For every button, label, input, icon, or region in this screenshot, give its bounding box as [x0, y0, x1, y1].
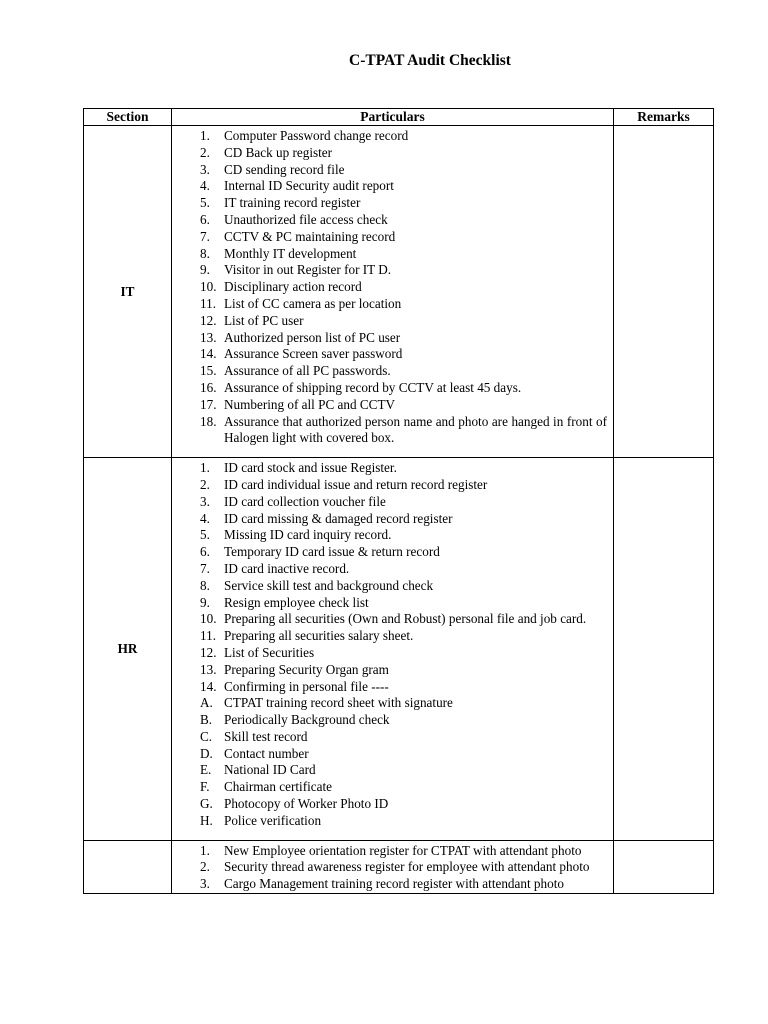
list-item	[172, 679, 607, 696]
item-number: 11.	[200, 295, 216, 311]
particulars-list	[172, 841, 613, 893]
item-text: List of PC user	[224, 312, 304, 328]
item-text: Contact number	[224, 745, 309, 761]
list-item	[172, 662, 607, 679]
item-number: 18.	[200, 413, 217, 429]
item-text: Temporary ID card issue & return record	[224, 544, 440, 560]
list-item	[172, 645, 607, 662]
list-item	[172, 813, 607, 830]
list-item	[172, 460, 607, 477]
item-text: New Employee orientation register for CTPAT with attendant photo	[224, 842, 582, 858]
item-number: 14.	[200, 678, 217, 694]
item-text: Confirming in personal file ----	[224, 678, 389, 694]
item-number: G.	[200, 796, 213, 812]
item-number: 9.	[200, 594, 210, 610]
list-item	[172, 762, 607, 779]
list-item	[172, 330, 607, 347]
particulars-cell	[172, 458, 614, 841]
item-number: 3.	[200, 493, 210, 509]
item-number: 5.	[200, 195, 210, 211]
list-item	[172, 544, 607, 561]
item-number: E.	[200, 762, 212, 778]
list-item	[172, 494, 607, 511]
item-text: Cargo Management training record register with attendant photo	[224, 876, 564, 892]
list-item	[172, 363, 607, 380]
item-text: ID card individual issue and return record register	[224, 476, 488, 492]
list-item	[172, 578, 607, 595]
section-cell	[84, 840, 172, 893]
table-row	[84, 840, 714, 893]
list-item	[172, 162, 607, 179]
list-item	[172, 779, 607, 796]
item-text: Resign employee check list	[224, 594, 369, 610]
item-text: Internal ID Security audit report	[224, 178, 394, 194]
header-section: Section	[84, 109, 172, 126]
list-item	[172, 346, 607, 363]
list-item	[172, 212, 607, 229]
item-text: Preparing all securities (Own and Robust) personal file and job card.	[224, 611, 587, 627]
list-item	[172, 262, 607, 279]
item-number: 8.	[200, 577, 210, 593]
item-text: CD sending record file	[224, 161, 345, 177]
item-number: 10.	[200, 611, 217, 627]
list-item	[172, 695, 607, 712]
remarks-cell	[614, 126, 714, 458]
item-number: 11.	[200, 628, 216, 644]
list-item	[172, 729, 607, 746]
header-remarks: Remarks	[614, 109, 714, 126]
header-particulars: Particulars	[172, 109, 614, 126]
list-item	[172, 380, 607, 397]
item-text: CTPAT training record sheet with signature	[224, 695, 453, 711]
item-number: 5.	[200, 527, 210, 543]
item-text: List of Securities	[224, 644, 315, 660]
section-cell: IT	[84, 126, 172, 458]
item-number: 15.	[200, 363, 217, 379]
item-text: ID card stock and issue Register.	[224, 460, 397, 476]
item-text: Assurance of shipping record by CCTV at least 45 days.	[224, 379, 522, 395]
item-number: 16.	[200, 379, 217, 395]
item-text: Disciplinary action record	[224, 279, 362, 295]
item-text: Preparing Security Organ gram	[224, 661, 389, 677]
list-item	[172, 313, 607, 330]
item-number: 2.	[200, 859, 210, 875]
item-text: ID card inactive record.	[224, 560, 350, 576]
list-item	[172, 178, 607, 195]
item-text: IT training record register	[224, 195, 361, 211]
item-number: 12.	[200, 644, 217, 660]
item-number: 17.	[200, 396, 217, 412]
list-item	[172, 145, 607, 162]
item-number: A.	[200, 695, 213, 711]
remarks-cell	[614, 840, 714, 893]
list-item	[172, 796, 607, 813]
item-number: 13.	[200, 329, 217, 345]
item-number: H.	[200, 812, 213, 828]
section-cell: HR	[84, 458, 172, 841]
item-number: 3.	[200, 876, 210, 892]
list-item	[172, 859, 607, 876]
list-item	[172, 611, 607, 628]
list-item	[172, 128, 607, 145]
particulars-cell	[172, 126, 614, 458]
list-item	[172, 229, 607, 246]
item-number: D.	[200, 745, 213, 761]
item-text: ID card collection voucher file	[224, 493, 386, 509]
list-item	[172, 843, 607, 860]
item-text: ID card missing & damaged record register	[224, 510, 453, 526]
list-item	[172, 628, 607, 645]
header-row	[84, 109, 714, 126]
item-text: Unauthorized file access check	[224, 211, 388, 227]
page-title: C-TPAT Audit Checklist	[349, 52, 511, 69]
item-text: Numbering of all PC and CCTV	[224, 396, 396, 412]
item-text: Authorized person list of PC user	[224, 329, 401, 345]
item-number: 7.	[200, 560, 210, 576]
item-number: 4.	[200, 510, 210, 526]
item-text: Computer Password change record	[224, 128, 409, 143]
item-text: Police verification	[224, 812, 322, 828]
list-item	[172, 527, 607, 544]
table-row	[84, 458, 714, 841]
item-number: 10.	[200, 279, 217, 295]
item-text: CCTV & PC maintaining record	[224, 228, 396, 244]
list-item	[172, 876, 607, 893]
item-number: 2.	[200, 144, 210, 160]
item-text: Missing ID card inquiry record.	[224, 527, 392, 543]
item-number: 9.	[200, 262, 210, 278]
item-text: National ID Card	[224, 762, 316, 778]
list-item	[172, 279, 607, 296]
item-number: 2.	[200, 476, 210, 492]
item-number: 14.	[200, 346, 217, 362]
item-text: CD Back up register	[224, 144, 333, 160]
item-number: 3.	[200, 161, 210, 177]
item-text: Skill test record	[224, 728, 308, 744]
item-number: 1.	[200, 128, 210, 143]
list-item	[172, 712, 607, 729]
list-item	[172, 414, 607, 448]
item-text: Chairman certificate	[224, 779, 333, 795]
list-item	[172, 561, 607, 578]
list-item	[172, 511, 607, 528]
item-number: C.	[200, 728, 213, 744]
item-text: Service skill test and background check	[224, 577, 434, 593]
table-body	[84, 126, 714, 894]
list-item	[172, 195, 607, 212]
item-number: 7.	[200, 228, 210, 244]
item-number: 12.	[200, 312, 217, 328]
item-text: List of CC camera as per location	[224, 295, 402, 311]
item-text: Visitor in out Register for IT D.	[224, 262, 392, 278]
list-item	[172, 746, 607, 763]
item-number: 4.	[200, 178, 210, 194]
item-number: 6.	[200, 544, 210, 560]
list-item	[172, 397, 607, 414]
item-text: Preparing all securities salary sheet.	[224, 628, 414, 644]
item-number: 1.	[200, 460, 210, 476]
item-text: Assurance Screen saver password	[224, 346, 403, 362]
list-item	[172, 296, 607, 313]
remarks-cell	[614, 458, 714, 841]
checklist-table	[83, 108, 714, 894]
particulars-list	[172, 126, 613, 457]
item-number: 13.	[200, 661, 217, 677]
item-number: 1.	[200, 842, 210, 858]
item-number: 6.	[200, 211, 210, 227]
item-number: B.	[200, 712, 213, 728]
particulars-list	[172, 458, 613, 840]
table-row	[84, 126, 714, 458]
list-item	[172, 477, 607, 494]
particulars-cell	[172, 840, 614, 893]
item-text: Assurance that authorized person name and photo are hanged in front of Halogen light with covered box.	[224, 413, 607, 446]
item-text: Assurance of all PC passwords.	[224, 363, 391, 379]
item-text: Security thread awareness register for employee with attendant photo	[224, 859, 590, 875]
list-item	[172, 595, 607, 612]
item-text: Periodically Background check	[224, 712, 390, 728]
item-number: 8.	[200, 245, 210, 261]
item-number: F.	[200, 779, 210, 795]
list-item	[172, 246, 607, 263]
item-text: Photocopy of Worker Photo ID	[224, 796, 389, 812]
item-text: Monthly IT development	[224, 245, 357, 261]
